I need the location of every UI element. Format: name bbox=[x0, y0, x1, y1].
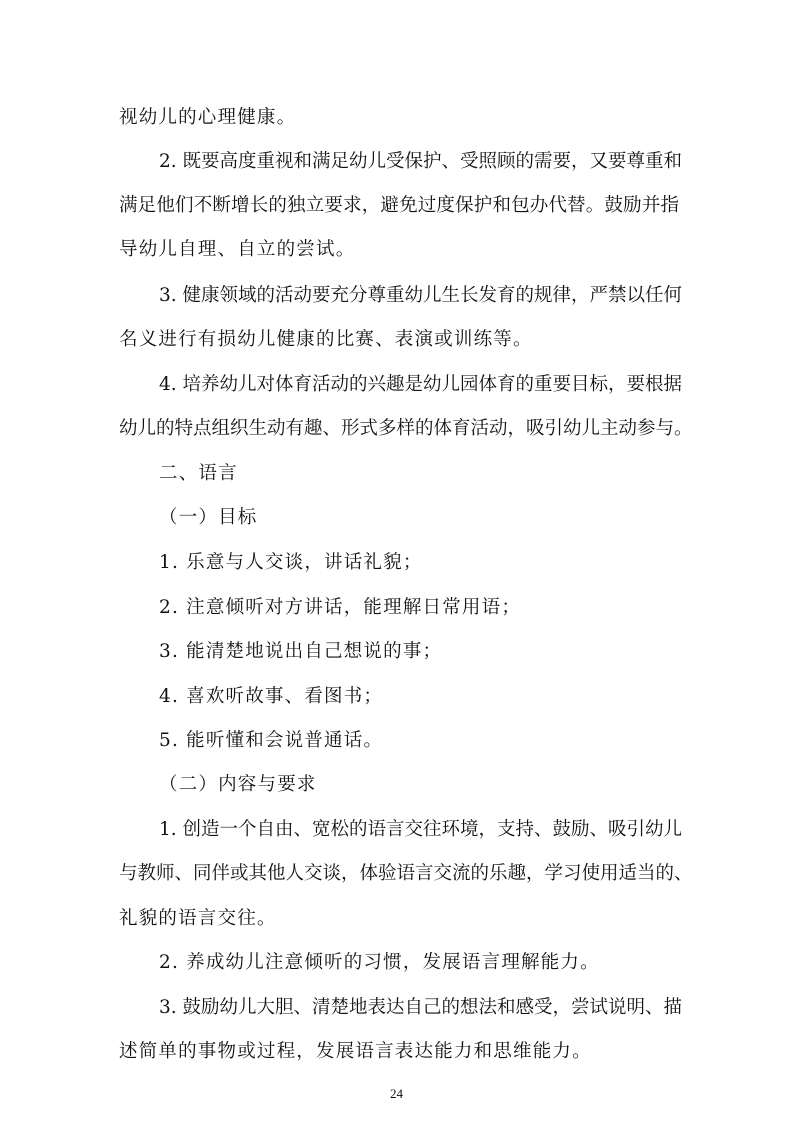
paragraph-line: 1. 创造一个自由、宽松的语言交往环境，支持、鼓励、吸引幼儿 bbox=[159, 819, 683, 840]
list-item: 5. 能听懂和会说普通话。 bbox=[159, 730, 384, 751]
list-item: 4. 喜欢听故事、看图书； bbox=[159, 686, 384, 707]
list-item: 3. 能清楚地说出自己想说的事； bbox=[159, 641, 443, 662]
paragraph-line: 3. 鼓励幼儿大胆、清楚地表达自己的想法和感受，尝试说明、描 bbox=[159, 997, 683, 1018]
paragraph-line: 4. 培养幼儿对体育活动的兴趣是幼儿园体育的重要目标，要根据 bbox=[159, 374, 683, 395]
paragraph-line: 2. 养成幼儿注意倾听的习惯，发展语言理解能力。 bbox=[159, 952, 600, 973]
paragraph-line: 礼貌的语言交往。 bbox=[119, 908, 277, 929]
paragraph-line: 与教师、同伴或其他人交谈，体验语言交流的乐趣，学习使用适当的、 bbox=[119, 863, 693, 884]
paragraph-line: 幼儿的特点组织生动有趣、形式多样的体育活动，吸引幼儿主动参与。 bbox=[119, 418, 693, 439]
list-item: 1. 乐意与人交谈，讲话礼貌； bbox=[159, 552, 423, 573]
subsection-heading: （二）内容与要求 bbox=[159, 774, 317, 795]
page-number: 24 bbox=[390, 1086, 403, 1101]
list-item: 2. 注意倾听对方讲话，能理解日常用语； bbox=[159, 597, 522, 618]
paragraph-line: 满足他们不断增长的独立要求，避免过度保护和包办代替。鼓励并指 bbox=[119, 195, 679, 216]
paragraph-line: 述简单的事物或过程，发展语言表达能力和思维能力。 bbox=[119, 1041, 592, 1062]
section-heading: 二、语言 bbox=[159, 463, 238, 484]
paragraph-line: 名义进行有损幼儿健康的比赛、表演或训练等。 bbox=[119, 329, 533, 350]
paragraph-continuation: 视幼儿的心理健康。 bbox=[119, 107, 297, 128]
subsection-heading: （一）目标 bbox=[159, 507, 258, 528]
paragraph-line: 导幼儿自理、自立的尝试。 bbox=[119, 239, 356, 260]
paragraph-line: 3. 健康领域的活动要充分尊重幼儿生长发育的规律，严禁以任何 bbox=[159, 285, 683, 306]
paragraph-line: 2. 既要高度重视和满足幼儿受保护、受照顾的需要，又要尊重和 bbox=[159, 151, 683, 172]
